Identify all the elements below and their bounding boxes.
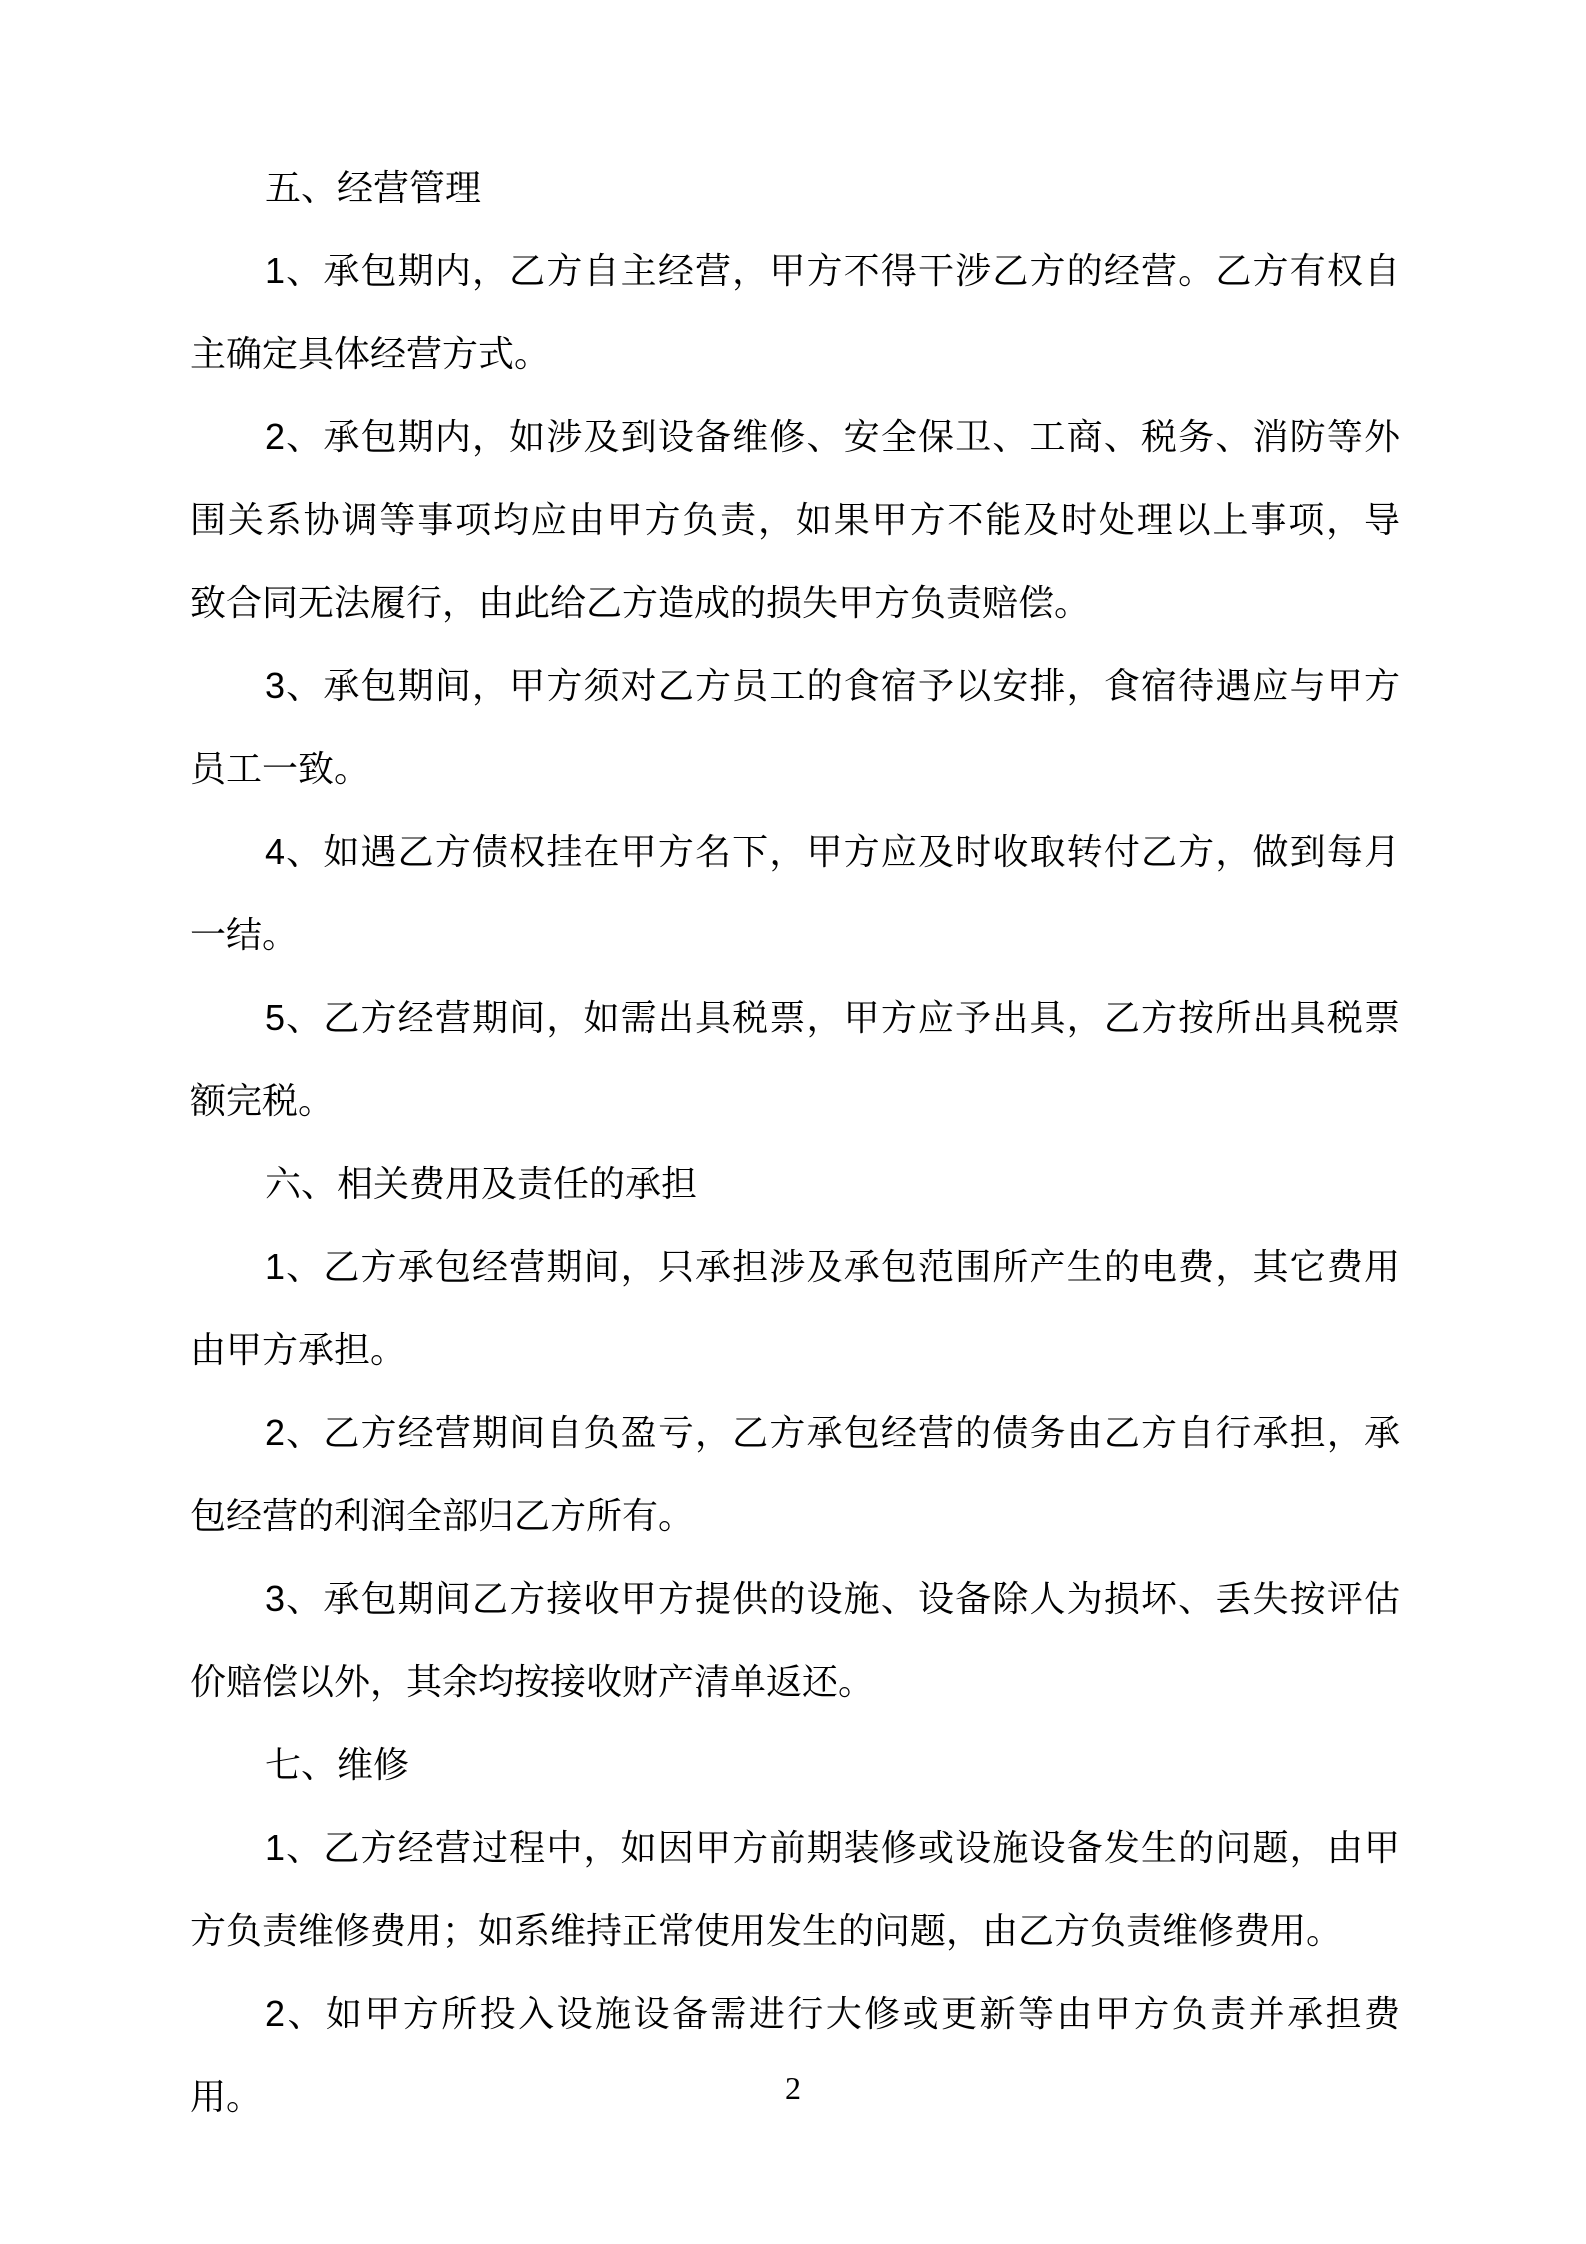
document-body <box>190 146 1400 2138</box>
section-heading-line: 五、经营管理 <box>265 167 482 208</box>
clause-line: 主确定具体经营方式。 <box>190 333 551 374</box>
clause-line: 4、如遇乙方债权挂在甲方名下，甲方应及时收取转付乙方，做到每月 <box>265 831 1400 872</box>
clause-line: 2、承包期内，如涉及到设备维修、安全保卫、工商、税务、消防等外 <box>265 416 1400 457</box>
clause-line: 2、乙方经营期间自负盈亏，乙方承包经营的债务由乙方自行承担，承 <box>265 1412 1400 1453</box>
clause-line: 价赔偿以外，其余均按接收财产清单返还。 <box>190 1661 875 1702</box>
clause-line: 5、乙方经营期间，如需出具税票，甲方应予出具，乙方按所出具税票 <box>265 997 1400 1038</box>
page-number: 2 <box>785 2070 801 2106</box>
clause-line: 1、乙方承包经营期间，只承担涉及承包范围所产生的电费，其它费用 <box>265 1246 1400 1287</box>
section-heading-line: 七、维修 <box>265 1744 410 1785</box>
clause-line: 3、承包期间，甲方须对乙方员工的食宿予以安排，食宿待遇应与甲方 <box>265 665 1400 706</box>
clause-line: 2、如甲方所投入设施设备需进行大修或更新等由甲方负责并承担费用。 <box>190 1993 1400 2117</box>
clause-line: 包经营的利润全部归乙方所有。 <box>190 1495 695 1536</box>
clause-line: 方负责维修费用；如系维持正常使用发生的问题，由乙方负责维修费用。 <box>190 1910 1343 1951</box>
clause-line: 围关系协调等事项均应由甲方负责，如果甲方不能及时处理以上事项，导 <box>190 499 1400 540</box>
clause-line: 员工一致。 <box>190 748 371 789</box>
clause-line: 1、乙方经营过程中，如因甲方前期装修或设施设备发生的问题，由甲 <box>265 1827 1400 1868</box>
clause-line: 由甲方承担。 <box>190 1329 407 1370</box>
clause-line: 致合同无法履行，由此给乙方造成的损失甲方负责赔偿。 <box>190 582 1091 623</box>
clause-line: 一结。 <box>190 914 299 955</box>
clause-line: 3、承包期间乙方接收甲方提供的设施、设备除人为损坏、丢失按评估 <box>265 1578 1400 1619</box>
clause-line: 1、承包期内，乙方自主经营，甲方不得干涉乙方的经营。乙方有权自 <box>265 250 1400 291</box>
section-heading-line: 六、相关费用及责任的承担 <box>265 1163 698 1204</box>
clause-line: 额完税。 <box>190 1080 335 1121</box>
